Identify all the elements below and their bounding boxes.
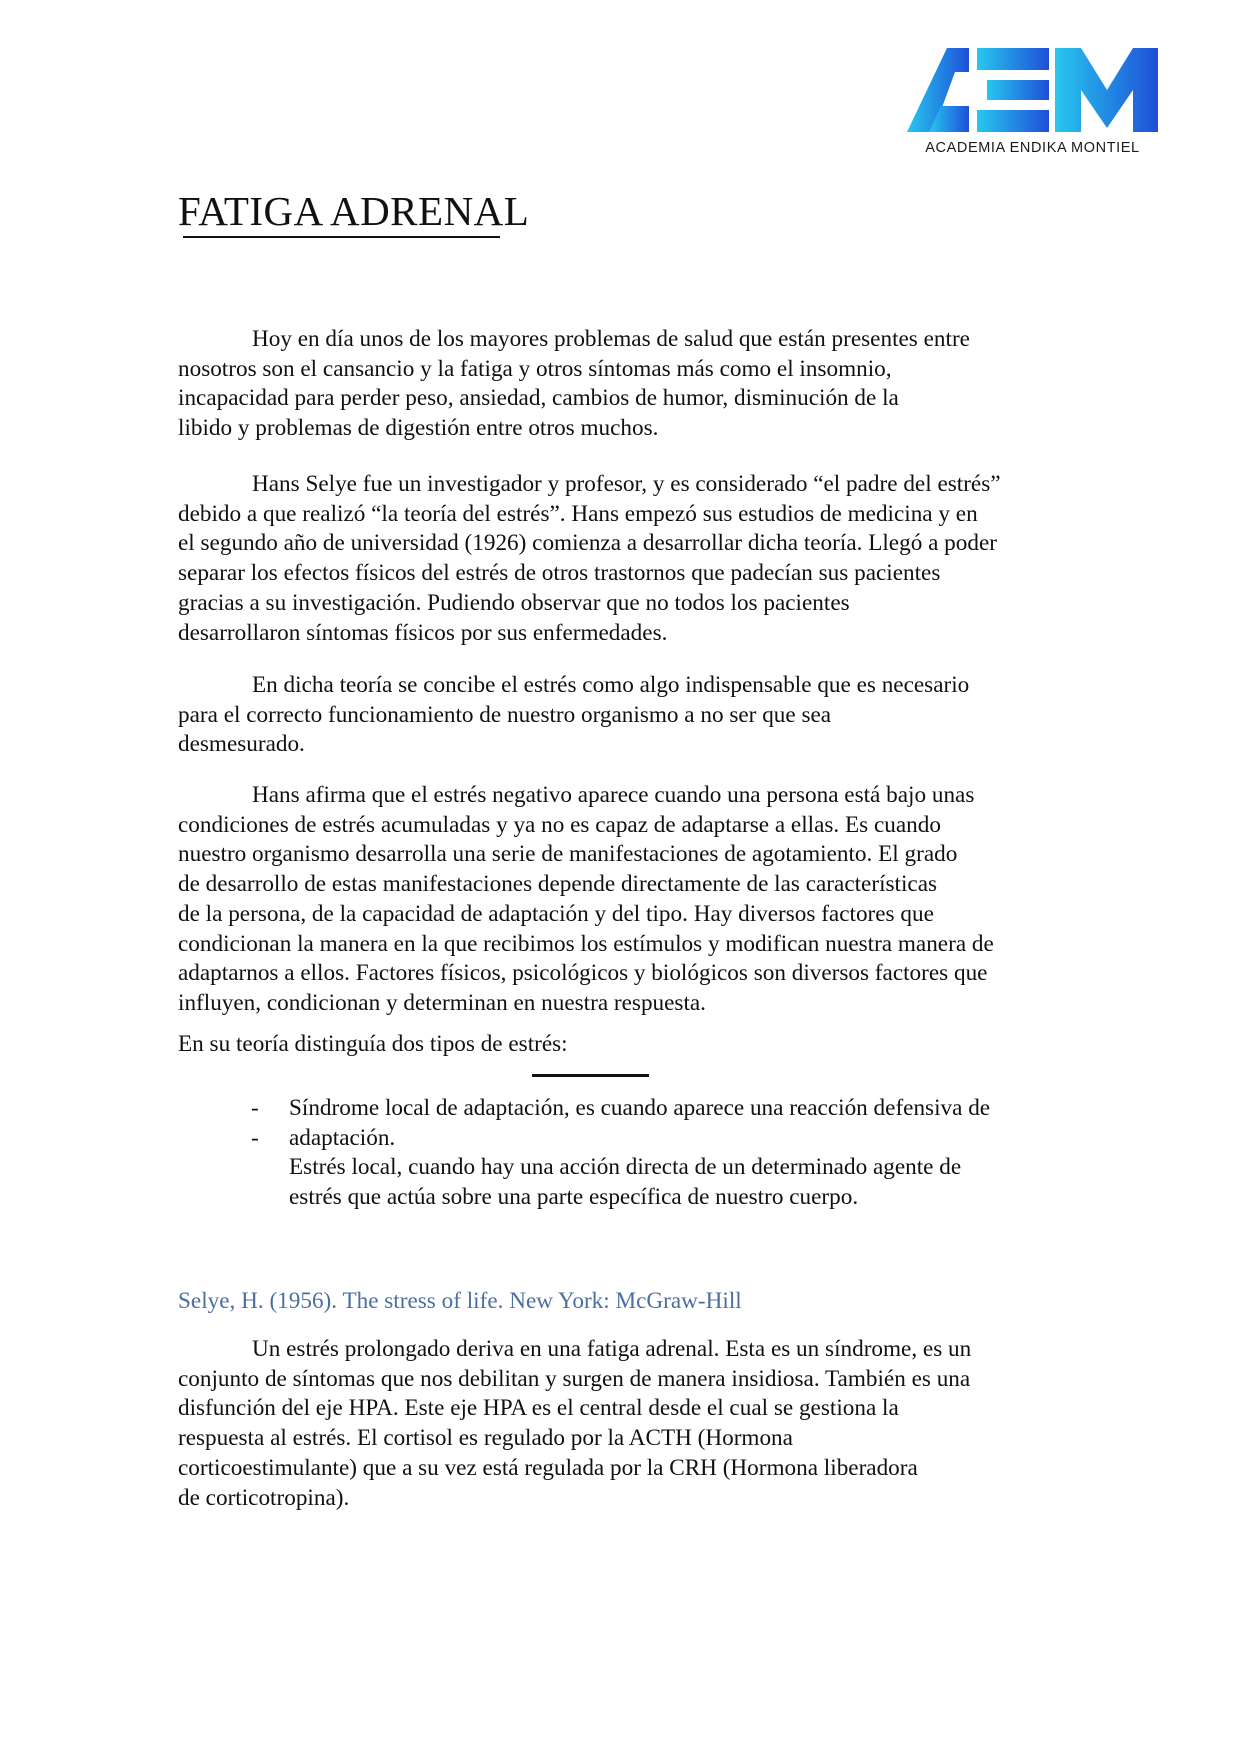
text-line: Hans Selye fue un investigador y profesor, y es considerado “el padre del estrés” (252, 471, 1001, 497)
section-divider (532, 1074, 649, 1077)
text-line: incapacidad para perder peso, ansiedad, cambios de humor, disminución de la (178, 385, 899, 412)
logo-letter-e-bottom (977, 110, 1049, 132)
text-line: libido y problemas de digestión entre otros muchos. (178, 415, 659, 442)
aem-logo-icon (905, 44, 1160, 136)
text-line: de la persona, de la capacidad de adaptación y del tipo. Hay diversos factores que (178, 900, 934, 927)
text-line: Hoy en día unos de los mayores problemas de salud que están presentes entre (252, 326, 970, 352)
list-item: Estrés local, cuando hay una acción directa de un determinado agente de (289, 1154, 962, 1181)
academy-logo (905, 44, 1160, 162)
paragraph-negative-stress (178, 781, 994, 1019)
paragraph-intro (178, 325, 970, 444)
text-line: para el correcto funcionamiento de nuestro organismo a no ser que sea (178, 701, 832, 728)
list-bullet: - (251, 1095, 259, 1121)
text-line: nuestro organismo desarrolla una serie de manifestaciones de agotamiento. El grado (178, 841, 958, 868)
title-underline (183, 236, 500, 238)
logo-letter-m (1055, 48, 1158, 132)
text-line: de corticotropina). (178, 1484, 350, 1511)
paragraph-theory (178, 671, 969, 760)
stress-types-list (289, 1094, 990, 1213)
paragraph-adrenal-fatigue (178, 1335, 971, 1513)
list-item: estrés que actúa sobre una parte específica de nuestro cuerpo. (289, 1184, 859, 1211)
text-line: condicionan la manera en la que recibimos los estímulos y modifican nuestra manera de (178, 930, 994, 957)
page-title: FATIGA ADRENAL (178, 188, 530, 234)
paragraph-hans-selye (178, 470, 1001, 648)
logo-letter-e-middle (987, 80, 1049, 100)
text-line: desmesurado. (178, 731, 305, 758)
list-item: adaptación. (289, 1124, 396, 1151)
text-line: nosotros son el cansancio y la fatiga y otros síntomas más como el insomnio, (178, 355, 892, 382)
text-line: influyen, condicionan y determinan en nuestra respuesta. (178, 989, 706, 1016)
text-line: Hans afirma que el estrés negativo aparece cuando una persona está bajo unas (252, 782, 975, 808)
text-line: En dicha teoría se concibe el estrés como algo indispensable que es necesario (252, 672, 970, 698)
citation: Selye, H. (1956). The stress of life. New York: McGraw-Hill (178, 1288, 742, 1314)
text-line: debido a que realizó “la teoría del estrés”. Hans empezó sus estudios de medicina y en (178, 500, 978, 527)
text-line: corticoestimulante) que a su vez está regulada por la CRH (Hormona liberadora (178, 1454, 918, 1481)
text-line: Un estrés prolongado deriva en una fatiga adrenal. Esta es un síndrome, es un (252, 1336, 972, 1362)
text-line: respuesta al estrés. El cortisol es regulado por la ACTH (Hormona (178, 1425, 793, 1452)
text-line: separar los efectos físicos del estrés de otros trastornos que padecían sus pacientes (178, 560, 941, 587)
list-item: Síndrome local de adaptación, es cuando aparece una reacción defensiva de (289, 1095, 991, 1121)
text-line: disfunción del eje HPA. Este eje HPA es el central desde el cual se gestiona la (178, 1395, 899, 1422)
text-line: condiciones de estrés acumuladas y ya no es capaz de adaptarse a ellas. Es cuando (178, 811, 941, 838)
logo-text: ACADEMIA ENDIKA MONTIEL (925, 140, 1140, 156)
text-line: desarrollaron síntomas físicos por sus enfermedades. (178, 619, 668, 646)
text-line: de desarrollo de estas manifestaciones depende directamente de las características (178, 871, 938, 898)
text-line: gracias a su investigación. Pudiendo observar que no todos los pacientes (178, 589, 850, 616)
text-line: adaptarnos a ellos. Factores físicos, psicológicos y biológicos son diversos factores que (178, 960, 988, 987)
list-bullet: - (251, 1125, 259, 1151)
text-line: conjunto de síntomas que nos debilitan y surgen de manera insidiosa. También es una (178, 1365, 971, 1392)
types-intro (178, 1030, 568, 1060)
logo-letter-e-top (977, 48, 1049, 70)
text-line: el segundo año de universidad (1926) comienza a desarrollar dicha teoría. Llegó a poder (178, 530, 997, 557)
text-line: En su teoría distinguía dos tipos de estrés: (178, 1031, 568, 1057)
